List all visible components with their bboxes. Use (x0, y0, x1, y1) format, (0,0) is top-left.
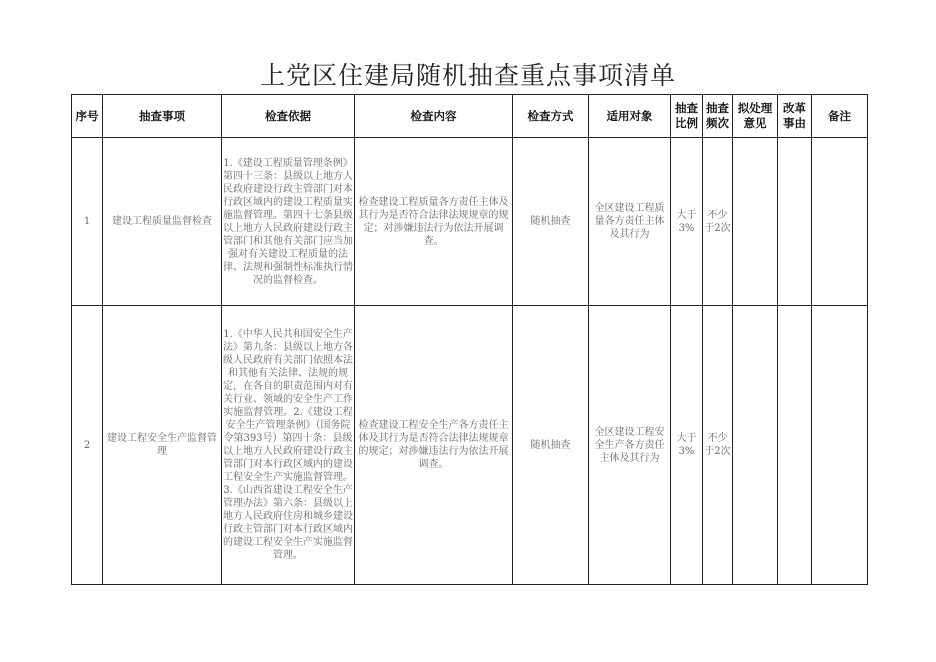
cell-content: 检查建设工程安全生产各方责任主体及其行为是否符合法律法规规章的规定；对涉嫌违法行为依法开展调查。 (355, 306, 513, 585)
cell-target: 全区建设工程安全生产各方责任主体及其行为 (589, 306, 671, 585)
cell-content: 检查建设工程质量各方责任主体及其行为是否符合法律法规规章的规定；对涉嫌违法行为依法开展调查。 (355, 138, 513, 306)
cell-target: 全区建设工程质量各方责任主体及其行为 (589, 138, 671, 306)
header-freq: 抽查频次 (703, 95, 733, 138)
page-title: 上党区住建局随机抽查重点事项清单 (259, 61, 676, 90)
cell-seq: 1 (72, 138, 103, 306)
header-target: 适用对象 (589, 95, 671, 138)
header-method: 检查方式 (513, 95, 589, 138)
cell-method: 随机抽查 (513, 138, 589, 306)
header-ratio: 抽查比例 (671, 95, 703, 138)
cell-opinion (733, 138, 778, 306)
header-content: 检查内容 (355, 95, 513, 138)
cell-basis: 1.《建设工程质量管理条例》第四十三条：县级以上地方人民政府建设行政主管部门对本行政区域内的建设工程质量实施监督管理。第四十七条县级以上地方人民政府建设行政主管部门和其他有关部门应当加强对有关建设工程质量的法律、法规和强制性标准执行情况的监督检查。 (222, 138, 355, 306)
cell-remark (812, 306, 868, 585)
cell-reform (778, 306, 812, 585)
header-row (72, 95, 868, 138)
cell-reform (778, 138, 812, 306)
cell-seq: 2 (72, 306, 103, 585)
cell-remark (812, 138, 868, 306)
inspection-table (71, 94, 868, 585)
cell-opinion (733, 306, 778, 585)
cell-freq: 不少于2次 (703, 306, 733, 585)
cell-ratio: 大于3% (671, 306, 703, 585)
table-row (72, 306, 868, 585)
header-remark: 备注 (812, 95, 868, 138)
header-opinion: 拟处理意见 (733, 95, 778, 138)
header-item: 抽查事项 (103, 95, 222, 138)
cell-item: 建设工程质量监督检查 (103, 138, 222, 306)
table-row (72, 138, 868, 306)
cell-basis: 1.《中华人民共和国安全生产法》第九条：县级以上地方各级人民政府有关部门依照本法和其他有关法律、法规的规定，在各自的职责范围内对有关行业、领域的安全生产工作实施监督管理。2.《建设工程安全生产管理条例》（国务院令第393号）第四十条：县级以上地方人民政府建设行政主管部门对本行政区域内的建设工程安全生产实施监督管理。3.《山西省建设工程安全生产管理办法》第六条：县级以上地方人民政府住房和城乡建设行政主管部门对本行政区域内的建设工程安全生产实施监督管理。 (222, 306, 355, 585)
cell-ratio: 大于3% (671, 138, 703, 306)
cell-item: 建设工程安全生产监督管理 (103, 306, 222, 585)
cell-freq: 不少于2次 (703, 138, 733, 306)
header-reform: 改革事由 (778, 95, 812, 138)
cell-method: 随机抽查 (513, 306, 589, 585)
header-seq: 序号 (72, 95, 103, 138)
header-basis: 检查依据 (222, 95, 355, 138)
